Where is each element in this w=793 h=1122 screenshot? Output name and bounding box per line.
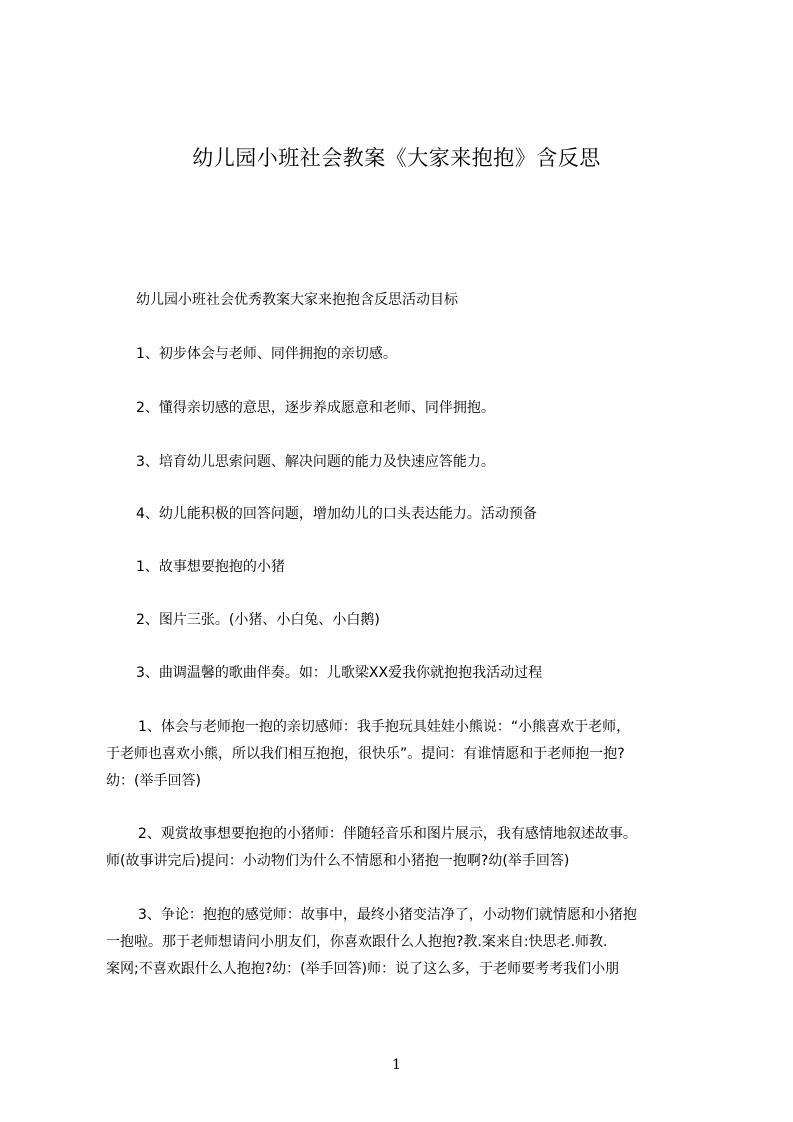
material-2: 2、图片三张。(小猪、小白兔、小白鹅) [136,612,380,628]
process-2-line-1: 2、观赏故事想要抱抱的小猪师：伴随轻音乐和图片展示，我有感情地叙述故事。 [138,826,637,842]
process-1-line-3: 幼：(举手回答) [106,773,201,789]
process-3-line-1: 3、争论：抱抱的感觉师：故事中，最终小猪变洁净了，小动物们就情愿和小猪抱 [138,907,637,923]
document-title: 幼儿园小班社会教案《大家来抱抱》含反思 [192,146,601,170]
goal-2: 2、懂得亲切感的意思，逐步养成愿意和老师、同伴拥抱。 [136,400,495,416]
process-2-line-2: 师(故事讲完后)提问：小动物们为什么不情愿和小猪抱一抱啊?幼(举手回答) [106,853,570,869]
process-3-line-3: 案网;不喜欢跟什么人抱抱?幼：(举手回答)师：说了这么多，于老师要考考我们小朋 [106,961,620,977]
process-1-line-2: 于老师也喜欢小熊，所以我们相互抱抱，很快乐”。提问：有谁情愿和于老师抱一抱? [106,746,625,762]
page-number: 1 [392,1057,401,1073]
goal-1: 1、初步体会与老师、同伴拥抱的亲切感。 [136,346,397,362]
process-1-line-1: 1、体会与老师抱一抱的亲切感师：我手抱玩具娃娃小熊说：“小熊喜欢于老师， [138,719,631,735]
process-3-line-2: 一抱啦。那于老师想请问小朋友们，你喜欢跟什么人抱抱?教.案来自:快思老.师教. [106,934,608,950]
material-1: 1、故事想要抱抱的小猪 [136,559,285,575]
paragraph-intro: 幼儿园小班社会优秀教案大家来抱抱含反思活动目标 [136,292,458,308]
goal-4: 4、幼儿能积极的回答问题，增加幼儿的口头表达能力。活动预备 [136,506,537,522]
goal-3: 3、培育幼儿思索问题、解决问题的能力及快速应答能力。 [136,454,495,470]
material-3: 3、曲调温馨的歌曲伴奏。如：儿歌梁XX爱我你就抱抱我活动过程 [136,665,543,681]
